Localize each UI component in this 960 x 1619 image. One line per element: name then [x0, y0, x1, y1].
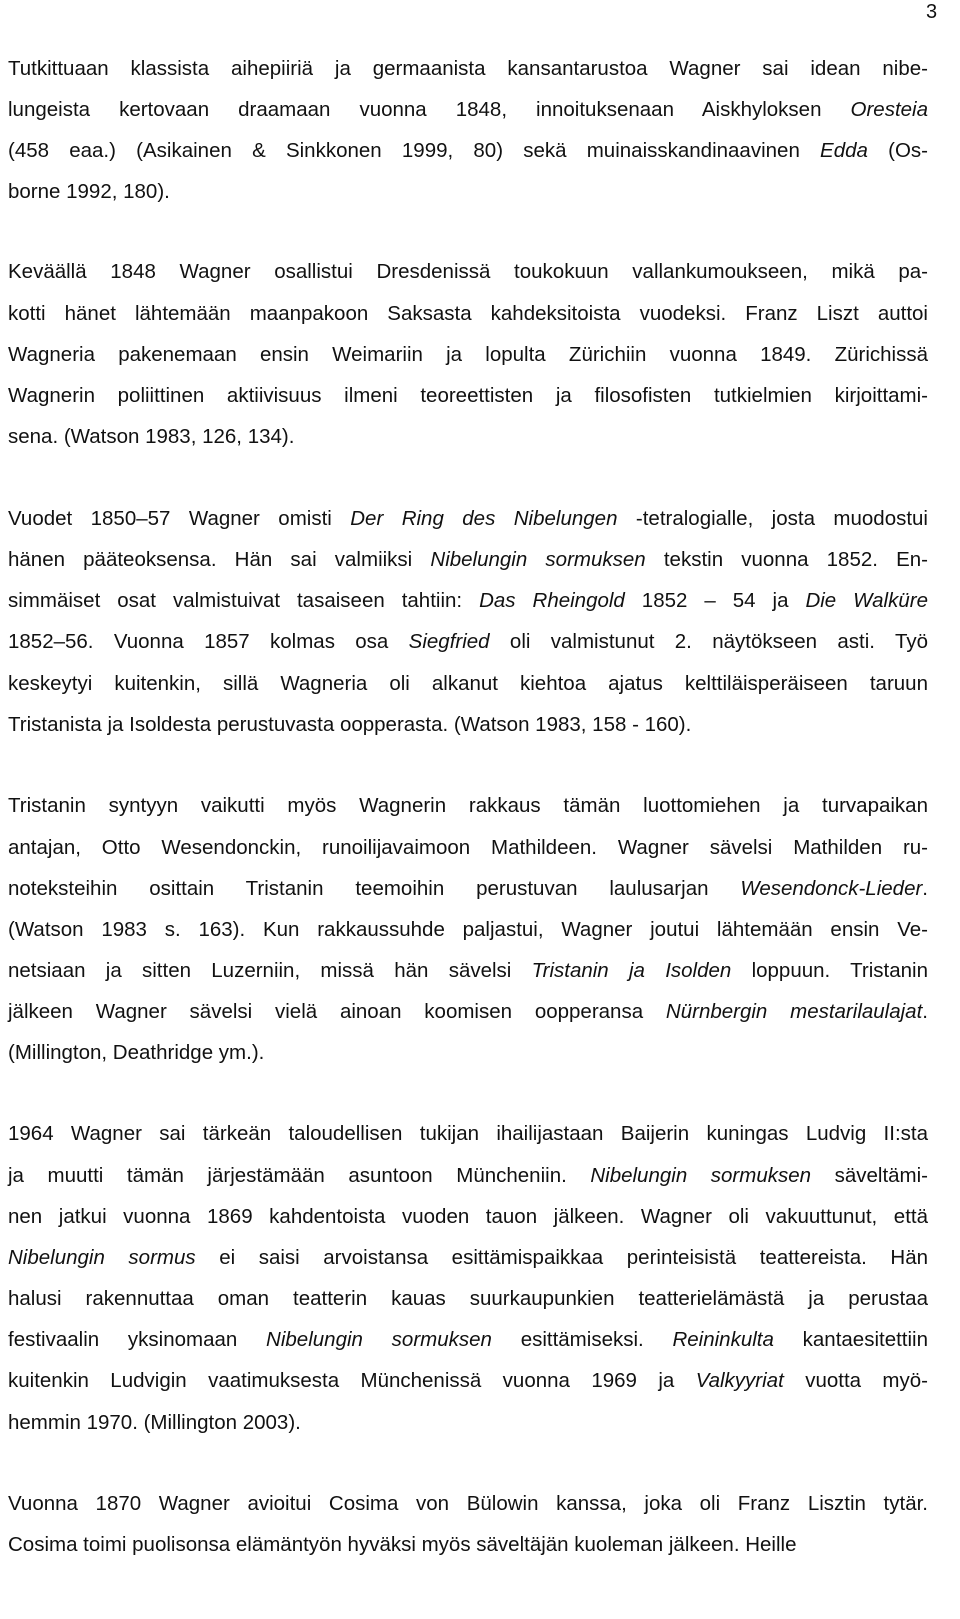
italic-title: Reininkulta — [672, 1328, 774, 1351]
text-run: noteksteihin osittain Tristanin teemoihin perustuvan laulusarjan — [8, 877, 741, 900]
text-line — [8, 671, 928, 697]
text-line — [8, 179, 928, 205]
text-line — [8, 547, 928, 573]
text-line — [8, 97, 928, 123]
text-run: borne 1992, 180). — [8, 180, 170, 203]
page-number: 3 — [926, 1, 938, 23]
text-run: 1964 Wagner sai tärkeän taloudellisen tukijan ihailijastaan Baijerin kuningas Ludvig II:sta — [8, 1122, 928, 1145]
text-line — [8, 1204, 928, 1230]
italic-title: Die Walküre — [805, 589, 928, 612]
text-line — [8, 424, 928, 450]
italic-title: Oresteia — [850, 98, 928, 121]
text-run: nen jatkui vuonna 1869 kahdentoista vuoden tauon jälkeen. Wagner oli vakuuttunut, että — [8, 1205, 928, 1228]
text-line — [8, 138, 928, 164]
text-run: kuitenkin Ludvigin vaatimuksesta Münchenissä vuonna 1969 ja — [8, 1369, 696, 1392]
text-line — [8, 1163, 928, 1189]
text-run: ja muutti tämän järjestämään asuntoon Müncheniin. — [8, 1164, 591, 1187]
text-line — [8, 301, 928, 327]
italic-title: Der Ring des Nibelungen — [350, 507, 618, 530]
text-line — [8, 1491, 928, 1517]
text-run: simmäiset osat valmistuivat tasaiseen tahtiin: — [8, 589, 480, 612]
text-run: -tetralogialle, josta muodostui — [617, 507, 928, 530]
text-run: lungeista kertovaan draamaan vuonna 1848, innoituksenaan Aiskhyloksen — [8, 98, 851, 121]
text-run: keskeytyi kuitenkin, sillä Wagneria oli alkanut kiehtoa ajatus kelttiläisperäiseen taruun — [8, 672, 928, 695]
text-run: Tristanista ja Isoldesta perustuvasta oopperasta. (Watson 1983, 158 - 160). — [8, 713, 692, 736]
text-line — [8, 958, 928, 984]
text-line — [8, 342, 928, 368]
text-run: loppuun. Tristanin — [731, 959, 928, 982]
text-run: Cosima toimi puolisonsa elämäntyön hyväksi myös säveltäjän kuoleman jälkeen. Heille — [8, 1533, 797, 1556]
text-run: 1852–56. Vuonna 1857 kolmas osa — [8, 630, 409, 653]
text-run: Vuonna 1870 Wagner avioitui Cosima von Bülowin kanssa, joka oli Franz Lisztin tytär. — [8, 1492, 928, 1515]
text-run: festivaalin yksinomaan — [8, 1328, 267, 1351]
italic-title: Nibelungin sormuksen — [266, 1328, 492, 1351]
text-run: 1852 – 54 ja — [624, 589, 806, 612]
text-run: säveltämi- — [811, 1164, 928, 1187]
text-line — [8, 588, 928, 614]
text-run: tekstin vuonna 1852. En- — [645, 548, 929, 571]
text-run: (Os- — [867, 139, 928, 162]
text-line — [8, 1327, 928, 1353]
text-line — [8, 1286, 928, 1312]
text-line — [8, 629, 928, 655]
text-line — [8, 712, 928, 738]
text-run: vuotta myö- — [783, 1369, 928, 1392]
text-run: jälkeen Wagner sävelsi vielä ainoan koomisen oopperansa — [8, 1000, 666, 1023]
text-run: netsiaan ja sitten Luzerniin, missä hän sävelsi — [8, 959, 532, 982]
text-run: hänen pääteoksensa. Hän sai valmiiksi — [8, 548, 431, 571]
text-line — [8, 1245, 928, 1271]
italic-title: Edda — [820, 139, 868, 162]
text-run: esittämiseksi. — [491, 1328, 673, 1351]
text-run: Tutkittuaan klassista aihepiiriä ja germaanista kansantarustoa Wagner sai idean nibe- — [8, 57, 928, 80]
italic-title: Nibelungin sormus — [8, 1246, 196, 1269]
text-run: Wagneria pakenemaan ensin Weimariin ja lopulta Zürichiin vuonna 1849. Zürichissä — [8, 343, 928, 366]
text-run: Keväällä 1848 Wagner osallistui Dresdenissä toukokuun vallankumoukseen, mikä pa- — [8, 260, 928, 283]
text-line — [8, 793, 928, 819]
italic-title: Nibelungin sormuksen — [590, 1164, 812, 1187]
text-line — [8, 1040, 928, 1066]
text-line — [8, 999, 928, 1025]
text-line — [8, 383, 928, 409]
text-line — [8, 56, 928, 82]
text-line — [8, 259, 928, 285]
text-line — [8, 876, 928, 902]
text-run: antajan, Otto Wesendonckin, runoilijavaimoon Mathildeen. Wagner sävelsi Mathilden ru- — [8, 836, 928, 859]
text-run: sena. (Watson 1983, 126, 134). — [8, 425, 295, 448]
italic-title: Valkyyriat — [695, 1369, 784, 1392]
text-run: . — [922, 877, 928, 900]
text-run: oli valmistunut 2. näytökseen asti. Työ — [489, 630, 928, 653]
text-run: hemmin 1970. (Millington 2003). — [8, 1411, 301, 1434]
text-line — [8, 1121, 928, 1147]
text-run: . — [922, 1000, 928, 1023]
text-run: Vuodet 1850–57 Wagner omisti — [8, 507, 351, 530]
text-line — [8, 835, 928, 861]
text-run: ei saisi arvoistansa esittämispaikkaa perinteisistä teattereista. Hän — [195, 1246, 928, 1269]
italic-title: Das Rheingold — [479, 589, 625, 612]
text-run: (458 eaa.) (Asikainen & Sinkkonen 1999, 80) sekä muinaisskandinaavinen — [8, 139, 821, 162]
italic-title: Nürnbergin mestarilaulajat — [665, 1000, 923, 1023]
italic-title: Tristanin ja Isolden — [531, 959, 732, 982]
text-line — [8, 1368, 928, 1394]
text-line — [8, 506, 928, 532]
text-run: (Millington, Deathridge ym.). — [8, 1041, 265, 1064]
text-run: halusi rakennuttaa oman teatterin kauas suurkaupunkien teatterielämästä ja perustaa — [8, 1287, 928, 1310]
text-line — [8, 1410, 928, 1436]
text-line — [8, 1532, 928, 1558]
italic-title: Wesendonck-Lieder — [740, 877, 923, 900]
text-run: Tristanin syntyyn vaikutti myös Wagnerin rakkaus tämän luottomiehen ja turvapaikan — [8, 794, 928, 817]
text-run: (Watson 1983 s. 163). Kun rakkaussuhde paljastui, Wagner joutui lähtemään ensin Ve- — [8, 918, 928, 941]
italic-title: Siegfried — [408, 630, 490, 653]
text-line — [8, 917, 928, 943]
italic-title: Nibelungin sormuksen — [430, 548, 646, 571]
text-run: Wagnerin poliittinen aktiivisuus ilmeni teoreettisten ja filosofisten tutkielmien kirjoittami- — [8, 384, 928, 407]
text-run: kantaesitettiin — [773, 1328, 928, 1351]
text-run: kotti hänet lähtemään maanpakoon Saksasta kahdeksitoista vuodeksi. Franz Liszt auttoi — [8, 302, 928, 325]
